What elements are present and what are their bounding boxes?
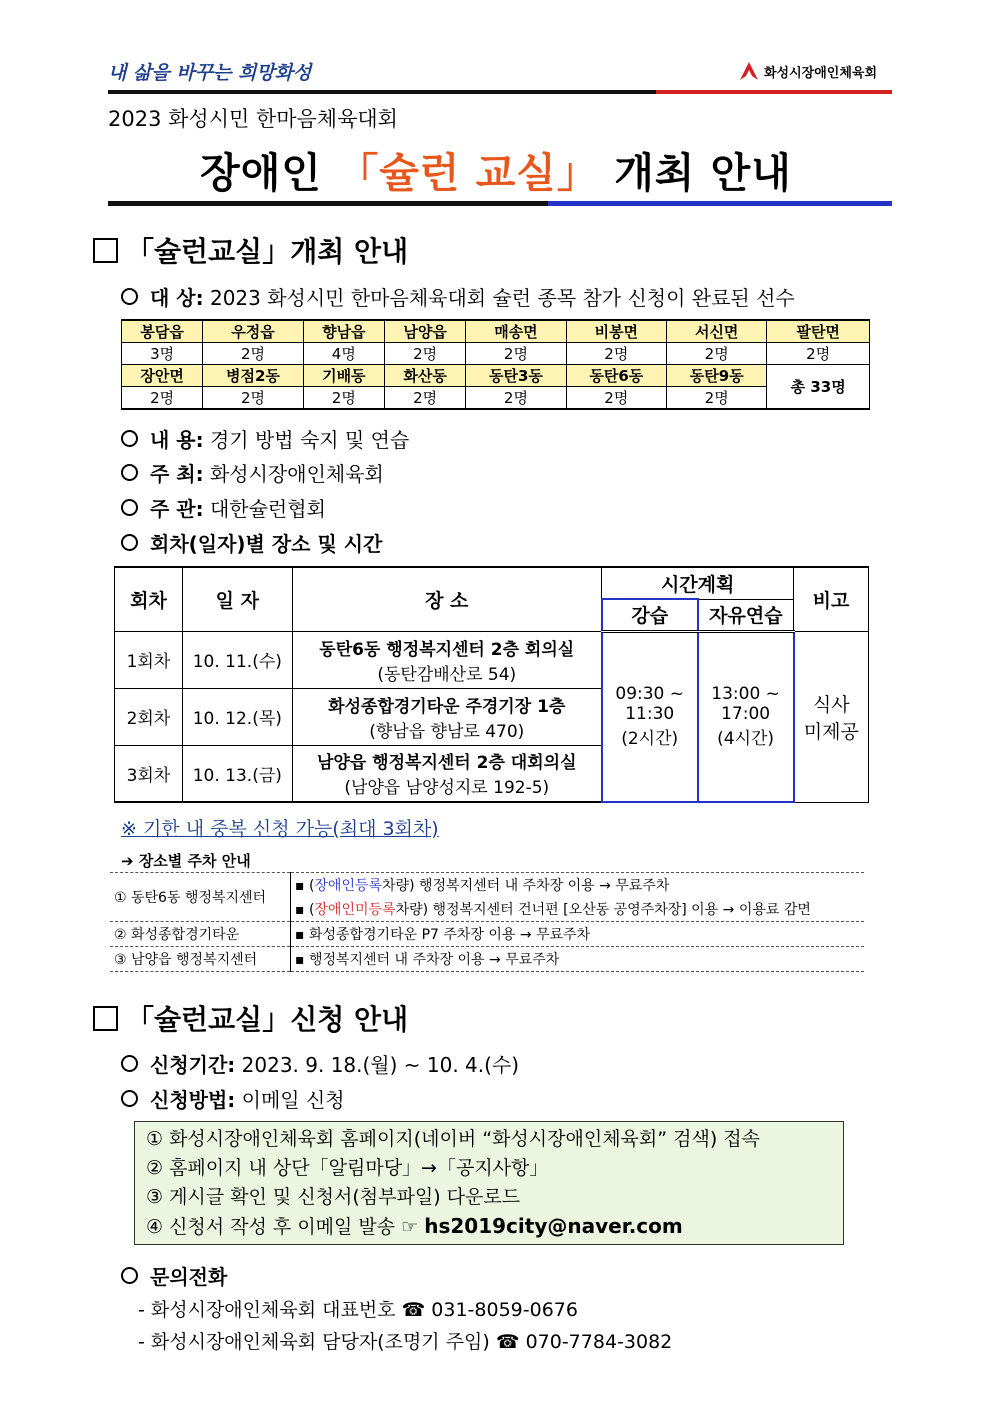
remark-line-1: 식사 <box>812 693 850 716</box>
lesson-time-cell <box>602 631 698 802</box>
district-name: 향남읍 <box>303 320 384 343</box>
checkbox-icon <box>93 238 118 263</box>
parking-info <box>291 897 865 922</box>
content-label: 내 용: <box>150 428 204 452</box>
table-row <box>110 873 864 898</box>
parking-bullet: ▪ ( <box>295 878 315 894</box>
date-cell: 10. 12.(목) <box>182 688 292 745</box>
parking-heading-text: 장소별 주차 안내 <box>138 852 251 870</box>
district-name: 팔탄면 <box>767 320 870 343</box>
method-label: 신청방법: <box>150 1088 236 1112</box>
district-name: 동탄9동 <box>667 365 767 387</box>
col-date: 일 자 <box>182 567 292 631</box>
parking-text: 차량) 행정복지센터 내 주차장 이용 → 무료주차 <box>382 878 670 894</box>
district-count: 2명 <box>566 343 666 365</box>
parking-table <box>110 872 864 972</box>
application-steps-box <box>134 1121 844 1245</box>
circle-bullet-icon <box>121 430 138 447</box>
round-cell: 2회차 <box>115 688 183 745</box>
target-line <box>121 282 795 311</box>
section-heading-open <box>93 230 408 270</box>
arrow-right-icon: ➔ <box>121 852 134 870</box>
remark-cell <box>794 631 869 802</box>
org-name: 화성시장애인체육회 <box>764 65 878 81</box>
district-name: 봉담읍 <box>122 320 203 343</box>
district-count: 2명 <box>667 343 767 365</box>
method-line <box>121 1084 345 1113</box>
subtitle: 2023 화성시민 한마음체육대회 <box>108 107 398 131</box>
free-end: 17:00 <box>721 704 771 725</box>
org-logo-icon <box>738 60 760 82</box>
circle-bullet-icon <box>121 1090 138 1107</box>
lesson-end: 11:30 <box>625 704 675 725</box>
checkbox-icon <box>93 1006 118 1031</box>
contact-main: - 화성시장애인체육회 대표번호 ☎ 031-8059-0676 <box>138 1299 578 1321</box>
circle-bullet-icon <box>121 499 138 516</box>
target-label: 대 상: <box>150 286 204 310</box>
round-cell: 3회차 <box>115 745 183 802</box>
section-heading-text: 「슐런교실」신청 안내 <box>126 1003 409 1036</box>
district-name: 화산동 <box>384 365 465 387</box>
place-cell <box>292 745 602 802</box>
lesson-start: 09:30 ~ <box>615 684 685 705</box>
period-label: 신청기간: <box>150 1053 236 1077</box>
table-row <box>110 922 864 947</box>
method-value: 이메일 신청 <box>241 1088 345 1112</box>
remark-line-2: 미제공 <box>803 720 859 743</box>
district-name: 동탄3동 <box>466 365 566 387</box>
district-name: 기배동 <box>303 365 384 387</box>
step-item: ② 홈페이지 내 상단「알림마당」→「공지사항」 <box>146 1157 549 1179</box>
circle-bullet-icon <box>121 534 138 551</box>
col-round: 회차 <box>115 567 183 631</box>
title-pre: 장애인 <box>200 149 322 197</box>
col-time-plan: 시간계획 <box>602 567 794 599</box>
district-count: 2명 <box>303 387 384 410</box>
host-label: 주 최: <box>150 462 204 486</box>
place-cell <box>292 688 602 745</box>
title-highlight: 「슐런 교실」 <box>337 149 599 197</box>
header-rule-top <box>108 90 892 94</box>
lesson-duration: (2시간) <box>621 729 679 750</box>
inquiry-label: 문의전화 <box>150 1265 228 1289</box>
district-count: 2명 <box>384 387 465 410</box>
district-count: 2명 <box>466 387 566 410</box>
district-table <box>121 319 870 410</box>
district-count: 2명 <box>566 387 666 410</box>
content-value: 경기 방법 숙지 및 연습 <box>209 428 410 452</box>
district-count: 2명 <box>466 343 566 365</box>
col-lesson: 강습 <box>602 599 698 631</box>
district-name: 비봉면 <box>566 320 666 343</box>
round-cell: 1회차 <box>115 631 183 688</box>
inquiry-line <box>121 1261 227 1290</box>
district-name: 서신면 <box>667 320 767 343</box>
period-value: 2023. 9. 18.(월) ~ 10. 4.(수) <box>241 1053 520 1077</box>
section-heading-text: 「슐런교실」개최 안내 <box>126 235 409 268</box>
place-address: (남양읍 남양성지로 192-5) <box>344 778 550 799</box>
date-cell: 10. 13.(금) <box>182 745 292 802</box>
free-time-cell <box>698 631 794 802</box>
parking-info: ▪ 화성종합경기타운 P7 주차장 이용 → 무료주차 <box>291 922 865 947</box>
contact-staff: - 화성시장애인체육회 담당자(조명기 주임) ☎ 070-7784-3082 <box>138 1331 673 1353</box>
district-name: 동탄6동 <box>566 365 666 387</box>
organizer-line <box>121 493 326 522</box>
step-item <box>146 1212 843 1242</box>
circle-bullet-icon <box>121 464 138 481</box>
parking-heading <box>121 850 251 871</box>
duplicate-note: ※ 기한 내 중복 신청 가능(최대 3회차) <box>121 818 439 840</box>
circle-bullet-icon <box>121 1267 138 1284</box>
place-cell <box>292 631 602 688</box>
page-title <box>0 140 992 199</box>
unregistered-label: 장애인미등록 <box>314 902 396 918</box>
table-row <box>110 947 864 972</box>
district-count: 3명 <box>122 343 203 365</box>
parking-place: ③ 남양읍 행정복지센터 <box>110 947 291 972</box>
step-text: ④ 신청서 작성 후 이메일 발송 ☞ <box>146 1216 425 1238</box>
district-name: 매송면 <box>466 320 566 343</box>
slogan: 내 삶을 바꾸는 희망화성 <box>108 62 312 84</box>
district-count: 2명 <box>122 387 203 410</box>
target-value: 2023 화성시민 한마음체육대회 슐런 종목 참가 신청이 완료된 선수 <box>209 286 795 310</box>
organizer-value: 대한슐런협회 <box>209 497 326 521</box>
section-heading-apply <box>93 998 408 1038</box>
parking-place: ① 동탄6동 행정복지센터 <box>110 873 291 922</box>
header-rule-bottom <box>108 201 892 206</box>
free-duration: (4시간) <box>717 729 775 750</box>
date-cell: 10. 11.(수) <box>182 631 292 688</box>
host-line <box>121 458 384 487</box>
parking-bullet: ▪ ( <box>295 902 315 918</box>
parking-info: ▪ 행정복지센터 내 주차장 이용 → 무료주차 <box>291 947 865 972</box>
circle-bullet-icon <box>121 1055 138 1072</box>
district-name: 우정읍 <box>203 320 303 343</box>
host-value: 화성시장애인체육회 <box>209 462 384 486</box>
district-name: 장안면 <box>122 365 203 387</box>
district-count: 2명 <box>203 343 303 365</box>
title-post: 개최 안내 <box>614 149 792 197</box>
registered-label: 장애인등록 <box>314 878 383 894</box>
parking-info <box>291 873 865 898</box>
place-name: 남양읍 행정복지센터 2층 대회의실 <box>317 753 577 774</box>
organizer-label: 주 관: <box>150 497 204 521</box>
district-name: 병점2동 <box>203 365 303 387</box>
schedule-line <box>121 528 382 557</box>
place-address: (향남읍 향남로 470) <box>369 721 525 742</box>
district-count: 2명 <box>667 387 767 410</box>
district-count: 2명 <box>384 343 465 365</box>
total-count: 총 33명 <box>767 365 870 410</box>
email-link[interactable]: hs2019city@naver.com <box>424 1214 683 1238</box>
step-item: ① 화성시장애인체육회 홈페이지(네이버 “화성시장애인체육회” 검색) 접속 <box>146 1128 761 1150</box>
district-count: 2명 <box>767 343 870 365</box>
circle-bullet-icon <box>121 288 138 305</box>
schedule-label: 회차(일자)별 장소 및 시간 <box>150 532 383 556</box>
content-line <box>121 424 409 453</box>
table-row <box>115 631 869 688</box>
col-free: 자유연습 <box>698 599 794 631</box>
schedule-table <box>114 566 869 803</box>
place-address: (동탄감배산로 54) <box>377 664 517 685</box>
district-count: 4명 <box>303 343 384 365</box>
place-name: 화성종합경기타운 주경기장 1층 <box>328 696 566 717</box>
place-name: 동탄6동 행정복지센터 2층 회의실 <box>319 639 575 660</box>
free-start: 13:00 ~ <box>711 684 780 705</box>
period-line <box>121 1049 519 1078</box>
district-name: 남양읍 <box>384 320 465 343</box>
step-item: ③ 게시글 확인 및 신청서(첨부파일) 다운로드 <box>146 1186 521 1208</box>
district-count: 2명 <box>203 387 303 410</box>
parking-place: ② 화성종합경기타운 <box>110 922 291 947</box>
org-logo <box>738 60 877 82</box>
col-place: 장 소 <box>292 567 602 631</box>
col-remark: 비고 <box>794 567 869 631</box>
parking-text: 차량) 행정복지센터 건너편 [오산동 공영주차장] 이용 → 이용료 감면 <box>395 902 811 918</box>
